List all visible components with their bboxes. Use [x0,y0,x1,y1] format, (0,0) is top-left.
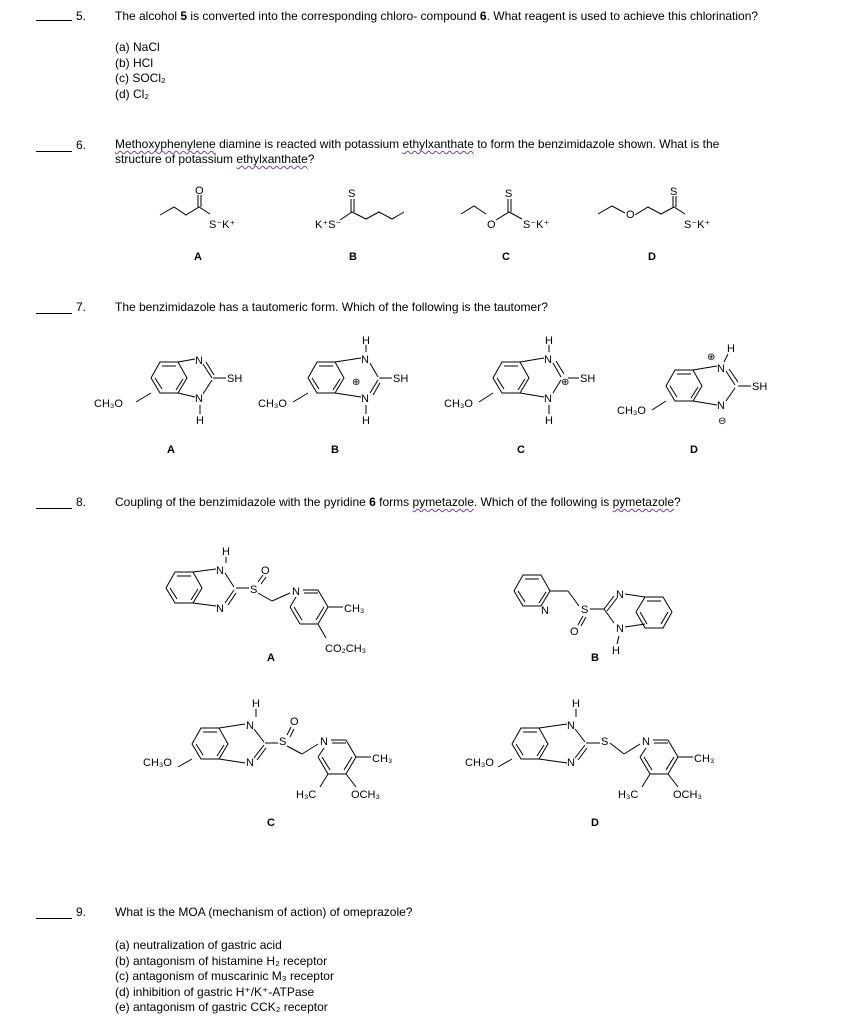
atom-n: N [195,355,203,367]
option-e: (e) antagonism of gastric CCK₂ receptor [115,1000,328,1014]
atom-n: N [567,720,575,732]
compound-ref: 5 [180,9,188,23]
atom-sk: S⁻K⁺ [209,219,236,231]
underlined-term: ethylxanthate [236,152,308,166]
text-part: diamine is reacted with potassium [215,137,403,151]
minus-charge: ⊖ [718,416,727,427]
underlined-term: ethylxanthate [402,137,474,151]
question-text-q7: The benzimidazole has a tautomeric form. Which of the following is the tautomer? [115,300,548,314]
atom-o: O [261,565,270,577]
choice-label-a: A [167,444,175,456]
question-number: 8. [76,495,87,509]
atom-h: H [545,415,553,427]
atom-h3c: H₃C [618,789,639,801]
choice-label-b: B [591,652,599,664]
option-a: (a) NaCl [115,40,160,54]
atom-o: O [195,185,204,197]
atom-n: N [717,363,725,375]
atom-co2ch3: CO₂CH₃ [325,643,367,655]
underlined-term: pymetazole [412,495,474,509]
atom-och3: OCH₃ [351,789,380,801]
choice-label-b: B [331,444,339,456]
atom-n: N [544,393,552,405]
option-b: (b) HCl [115,55,153,70]
structure-8b [514,575,672,657]
atom-n: N [717,400,725,412]
choice-label-c: C [517,444,525,456]
option-c: (c) SOCl₂ [115,71,166,85]
atom-ome: CH₃O [617,405,646,417]
atom-o: O [290,716,299,728]
choice-label-c: C [267,817,275,829]
atom-sk: S⁻K⁺ [523,219,550,231]
choice-label-d: D [591,817,599,829]
atom-n: N [541,605,549,617]
text-part: Coupling of the benzimidazole with the pyridine [115,495,370,509]
atom-n: N [616,623,624,635]
text-part: to form the benzimidazole shown. What is the [473,137,720,151]
atom-ome: CH₃O [143,757,172,769]
atom-sk: S⁻K⁺ [684,219,711,231]
atom-sh: SH [227,373,243,385]
atom-n: N [246,720,254,732]
atom-s: S [348,188,356,200]
choice-label-c: C [502,251,510,263]
option-d: (d) Cl₂ [115,86,149,101]
text-part: structure of potassium [115,152,237,166]
answer-blank-q9[interactable] [36,918,72,919]
text-part: forms [375,495,413,509]
text-part: ? [307,152,315,166]
atom-n: N [292,586,300,598]
structure-8d [465,698,714,801]
atom-n: N [246,757,254,769]
choice-label-a: A [194,251,202,263]
option-b: (b) antagonism of histamine H₂ receptor [115,953,328,968]
choice-label-a: A [267,652,275,664]
plus-charge: ⊕ [561,377,570,388]
atom-h: H [196,415,204,427]
atom-ch3: CH₃ [694,753,715,765]
atom-h3c: H₃C [296,789,317,801]
underlined-term: pymetazole [612,495,674,509]
option-d: (d) inhibition of gastric H⁺/K⁺-ATPase [115,984,315,999]
atom-n: N [361,354,369,366]
text-part: . What reagent is used to achieve this chlorination? [486,9,759,23]
choice-label-d: D [648,251,656,263]
atom-ch3: CH₃ [344,603,365,615]
atom-n: N [616,589,624,601]
atom-s: S [601,736,609,748]
choice-label-b: B [349,251,357,263]
atom-o: O [570,626,579,638]
atom-n: N [195,393,203,405]
atom-ch3: CH₃ [372,753,393,765]
atom-n: N [567,757,575,769]
structure-8c [143,698,392,801]
atom-s: S [581,604,589,616]
question-number: 9. [76,905,87,919]
atom-sh: SH [393,373,409,385]
atom-sh: SH [580,373,596,385]
atom-h: H [362,335,370,347]
atom-ome: CH₃O [94,398,123,410]
atom-n: N [642,736,650,748]
text-part: is converted into the corresponding chloro- compound [187,9,480,23]
question-number: 5. [76,9,87,23]
atom-n: N [361,393,369,405]
atom-ome: CH₃O [258,398,287,410]
atom-h: H [545,335,553,347]
options-q9 [115,938,334,1016]
atom-n: N [544,354,552,366]
plus-charge: ⊕ [352,377,361,388]
choice-label-d: D [690,444,698,456]
atom-h: H [222,546,230,558]
atom-sh: SH [752,381,768,393]
atom-ks: K⁺S⁻ [315,219,342,231]
compound-ref: 6 [369,495,376,509]
atom-ome: CH₃O [444,398,473,410]
underlined-term: Methoxyphenylene [115,137,216,151]
question-text-q9: What is the MOA (mechanism of action) of omeprazole? [115,905,413,919]
atom-n: N [216,565,224,577]
option-c: (c) antagonism of muscarinic M₃ receptor [115,969,334,983]
atom-o: O [487,219,496,231]
atom-h: H [727,343,735,355]
plus-charge: ⊕ [707,352,716,363]
question-number: 6. [76,138,87,152]
text-part: . Which of the following is [473,495,613,509]
atom-h: H [612,645,620,657]
text-part: ? [674,495,681,509]
question-number: 7. [76,300,87,314]
atom-ome: CH₃O [465,757,494,769]
atom-h: H [362,415,370,427]
atom-och3: OCH₃ [673,789,702,801]
structure-8a [166,546,366,655]
atom-s: S [250,584,258,596]
atom-s: S [670,186,678,198]
compound-ref: 6 [479,9,487,23]
atom-h: H [252,698,260,710]
atom-n: N [320,736,328,748]
atom-s: S [505,188,513,200]
atom-s: S [279,736,287,748]
atom-h: H [572,698,580,710]
text-part: The alcohol [115,9,181,23]
atom-n: N [216,603,224,615]
option-a: (a) neutralization of gastric acid [115,938,282,952]
atom-o: O [626,209,635,221]
